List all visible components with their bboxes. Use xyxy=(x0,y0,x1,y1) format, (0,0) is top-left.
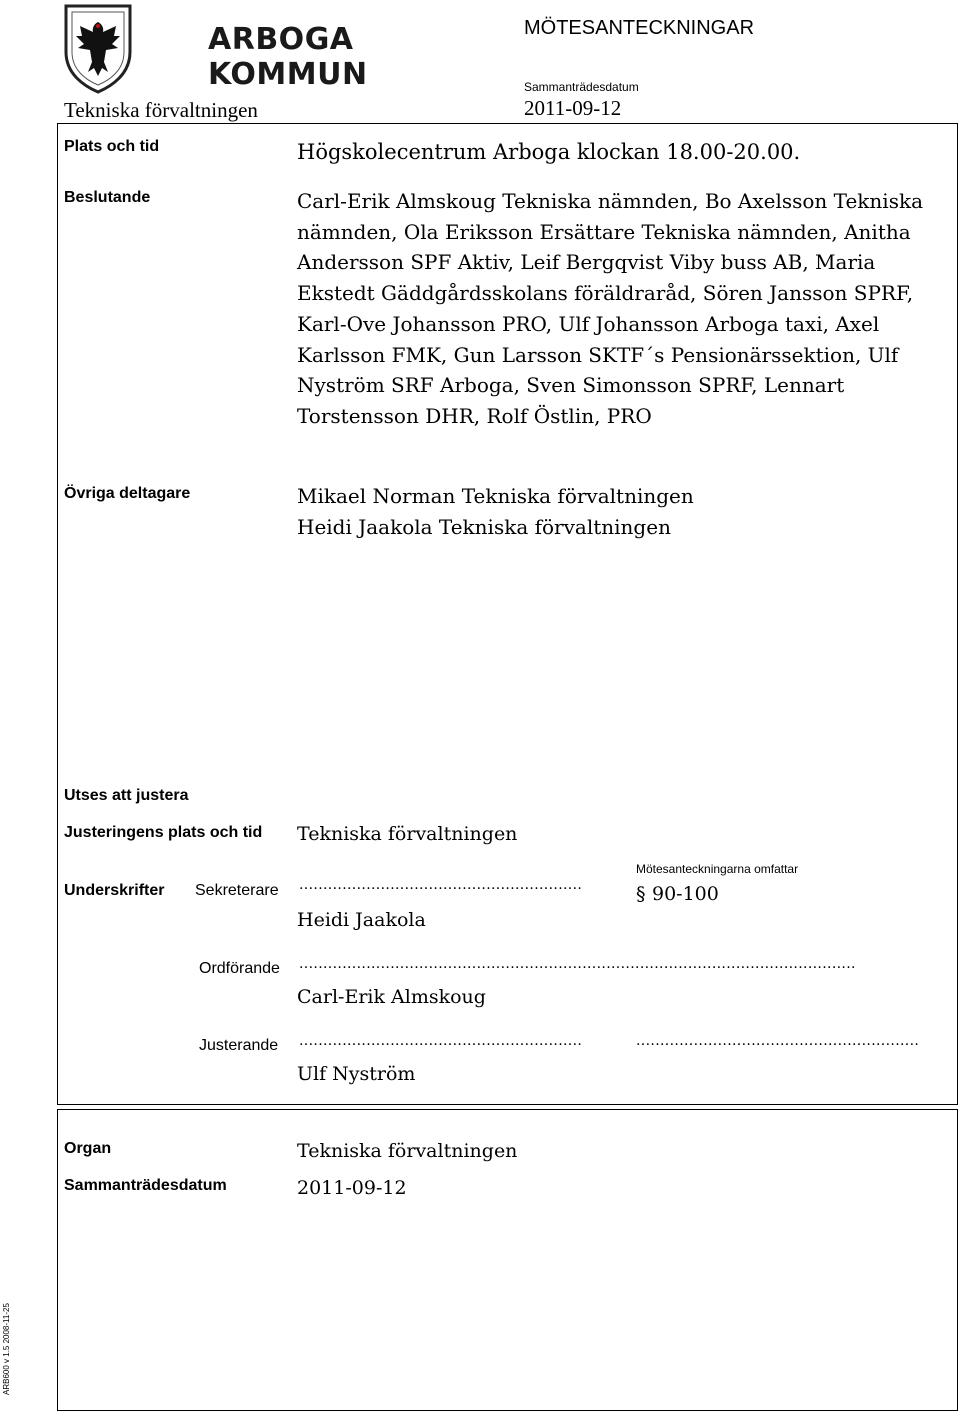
ordforande-signature-line: .................................................................................................................... xyxy=(299,956,856,972)
justerande-label: Justerande xyxy=(199,1037,279,1054)
sekreterare-name: Heidi Jaakola xyxy=(297,909,426,931)
ovriga-label: Övriga deltagare xyxy=(64,485,191,502)
date-value: 2011-09-12 xyxy=(524,96,622,120)
ovriga-line-2: Heidi Jaakola Tekniska förvaltningen xyxy=(297,515,671,539)
paragraph-symbol: § xyxy=(636,883,646,905)
justerande-signature-line-right: ........................................................... xyxy=(636,1033,920,1049)
sammantradesdatum-value: 2011-09-12 xyxy=(297,1177,407,1199)
coat-of-arms-eagle-icon xyxy=(62,2,134,94)
justerande-signature-line: ........................................................... xyxy=(299,1033,583,1049)
organ-label: Organ xyxy=(64,1140,112,1157)
justerande-name: Ulf Nyström xyxy=(297,1063,416,1085)
ovriga-line-1: Mikael Norman Tekniska förvaltningen xyxy=(297,484,694,508)
omfattar-label: Mötesanteckningarna omfattar xyxy=(636,862,799,876)
ordforande-name: Carl-Erik Almskoug xyxy=(297,986,486,1008)
omfattar-value: 90-100 xyxy=(652,883,719,905)
date-label: Sammanträdesdatum xyxy=(524,80,639,94)
justering-plats-value: Tekniska förvaltningen xyxy=(297,823,518,845)
logo xyxy=(62,2,392,94)
department-header: Tekniska förvaltningen xyxy=(64,98,258,122)
version-stamp: ARB600 v 1.5 2008-11-25 xyxy=(2,1303,11,1395)
beslutande-label: Beslutande xyxy=(64,189,151,206)
underskrifter-label: Underskrifter xyxy=(64,882,165,899)
ordforande-label: Ordförande xyxy=(199,960,280,977)
sammantradesdatum-label: Sammanträdesdatum xyxy=(64,1177,227,1194)
justering-plats-label: Justeringens plats och tid xyxy=(64,824,263,841)
plats-value: Högskolecentrum Arboga klockan 18.00-20.00. xyxy=(297,140,801,164)
document-type: MÖTESANTECKNINGAR xyxy=(524,17,755,39)
plats-label: Plats och tid xyxy=(64,138,160,155)
beslutande-value: Carl-Erik Almskoug Tekniska nämnden, Bo Axelsson Tekniska nämnden, Ola Eriksson Ersättare Tekniska nämnden, Anitha Andersson SPF Aktiv, Leif Bergqvist Viby buss AB, Maria Ekstedt Gäddgårdsskolans föräldraråd, Sören Jansson SPRF, Karl-Ove Johansson PRO, Ulf Johansson Arboga taxi, Axel Karlsson FMK, Gun Larsson SKTF´s Pensionärssektion, Ulf Nyström SRF Arboga, Sven Simonsson SPRF, Lennart Torstensson DHR, Rolf Östlin, PRO xyxy=(297,189,923,428)
org-name: ARBOGA KOMMUN xyxy=(208,22,368,92)
utses-label: Utses att justera xyxy=(64,787,189,804)
sekreterare-label: Sekreterare xyxy=(195,882,279,899)
sekreterare-signature-line: ........................................................... xyxy=(299,877,583,893)
organ-value: Tekniska förvaltningen xyxy=(297,1140,518,1162)
